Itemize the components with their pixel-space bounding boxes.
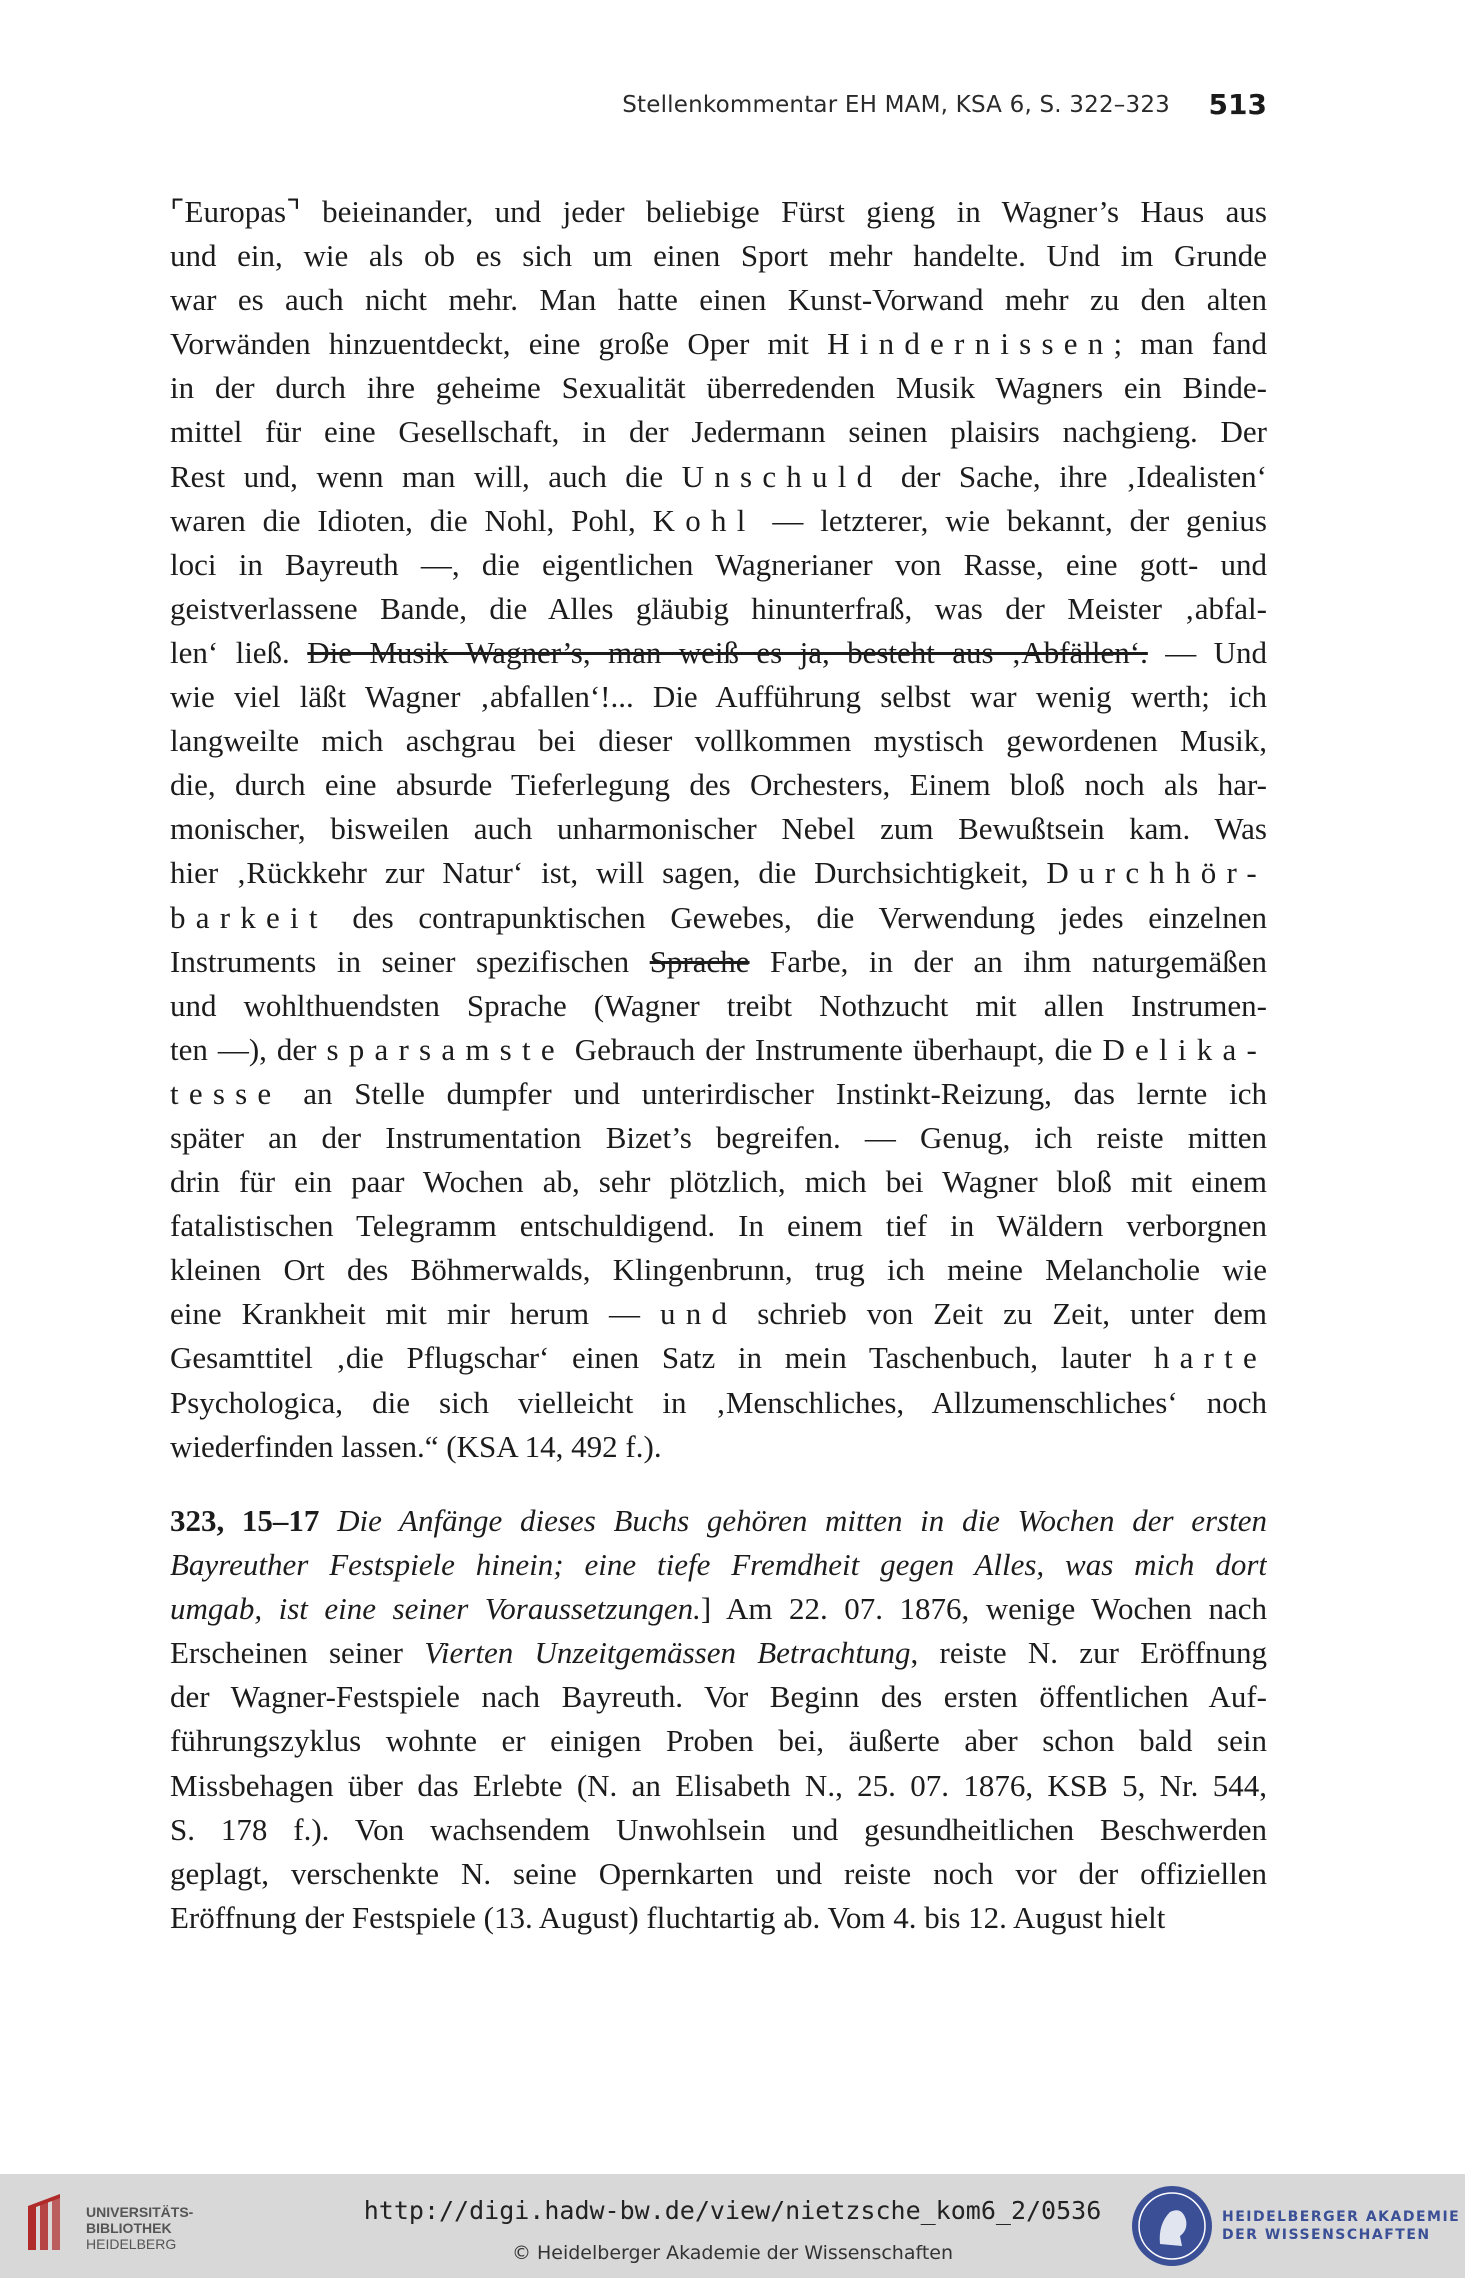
academy-label — [1222, 2208, 1460, 2244]
spaced-emphasis: Delika- — [1102, 1031, 1267, 1067]
text-line — [170, 851, 1267, 895]
text-line — [170, 1675, 1267, 1719]
lemma-italic: Bayreuther Festspiele hinein; eine tiefe Fremdheit gegen Alles, was mich dort — [170, 1547, 1267, 1583]
text-run: waren die Idioten, die Nohl, Pohl, — [170, 502, 653, 538]
text-line — [170, 1204, 1267, 1248]
text-run: ] Am 22. 07. 1876, wenige Wochen nach — [700, 1591, 1267, 1627]
text-line — [170, 1543, 1267, 1587]
text-run: an Stelle dumpfer und unterirdischer Instinkt-Reizung, das lernte ich — [281, 1075, 1267, 1111]
spaced-emphasis: und — [660, 1296, 738, 1332]
text-line — [170, 234, 1267, 278]
text-run: len‘ ließ. — [170, 634, 308, 670]
text-run: fatalistischen Telegramm entschuldigend. In einem tief in Wäldern verborgnen — [170, 1208, 1267, 1244]
text-line — [170, 1719, 1267, 1763]
text-run: S. 178 f.). Von wachsendem Unwohlsein und gesundheitlichen Beschwerden — [170, 1811, 1267, 1847]
text-run: — letzterer, wie bekannt, der genius — [755, 502, 1267, 538]
line-reference: 323, 15–17 — [170, 1503, 320, 1538]
lemma-italic: umgab, ist eine seiner Voraussetzungen. — [170, 1591, 701, 1627]
text-run: die, durch eine absurde Tieferlegung des Orchesters, Einem bloß noch als har- — [170, 767, 1267, 803]
struck-text: Die Musik Wagner’s, man weiß es ja, besteht aus ‚Abfällen‘. — [307, 634, 1148, 670]
text-run: Vorwänden hinzuentdeckt, eine große Oper mit — [170, 326, 828, 362]
text-line — [170, 807, 1267, 851]
page-number: 513 — [1208, 88, 1267, 121]
spaced-emphasis: Durchhör- — [1046, 855, 1267, 891]
spaced-emphasis: Hindernissen — [827, 326, 1114, 362]
text-run: und ein, wie als ob es sich um einen Sport mehr handelte. Und im Grunde — [170, 238, 1267, 274]
text-run: mittel für eine Gesellschaft, in der Jedermann seinen plaisirs nachgieng. Der — [170, 414, 1267, 450]
text-line — [170, 1764, 1267, 1808]
text-run: und wohlthuendsten Sprache (Wagner treibt Nothzucht mit allen Instrumen- — [170, 987, 1267, 1023]
spaced-emphasis: Unschuld — [681, 458, 883, 494]
text-line — [170, 1587, 1267, 1631]
spaced-emphasis: barkeit — [170, 899, 328, 935]
text-line — [170, 1852, 1267, 1896]
text-line — [170, 1248, 1267, 1292]
text-line — [170, 631, 1267, 675]
text-line — [170, 1160, 1267, 1204]
struck-text: Sprache — [649, 943, 750, 979]
spaced-emphasis: harte — [1153, 1340, 1267, 1376]
text-run: Farbe, in der an ihm naturgemäßen — [749, 943, 1267, 979]
text-run: ten —), der — [170, 1031, 327, 1067]
text-run: Missbehagen über das Erlebte (N. an Elisabeth N., 25. 07. 1876, KSB 5, Nr. 544, — [170, 1767, 1267, 1803]
text-run: war es auch nicht mehr. Man hatte einen Kunst-Vorwand mehr zu den alten — [170, 282, 1267, 318]
text-line — [170, 1631, 1267, 1675]
text-line — [170, 1499, 1267, 1543]
text-run: kleinen Ort des Böhmerwalds, Klingenbrunn, trug ich meine Melancholie wie — [170, 1252, 1267, 1288]
text-run: ; man fand — [1113, 326, 1267, 362]
text-run: — Und — [1147, 634, 1267, 670]
academy-line-2: DER WISSENSCHAFTEN — [1222, 2227, 1431, 2243]
text-run: der Wagner-Festspiele nach Bayreuth. Vor Beginn des ersten öffentlichen Auf- — [170, 1679, 1267, 1715]
text-run: wie viel läßt Wagner ‚abfallen‘!... Die Aufführung selbst war wenig werth; ich — [170, 679, 1267, 715]
text-run: loci in Bayreuth —, die eigentlichen Wagnerianer von Rasse, eine gott- und — [170, 546, 1267, 582]
text-line — [170, 499, 1267, 543]
text-run: Psychologica, die sich vielleicht in ‚Menschliches, Allzumenschliches‘ noch — [170, 1384, 1267, 1420]
text-run: des contrapunktischen Gewebes, die Verwendung jedes einzelnen — [327, 899, 1267, 935]
academy-seal-icon — [1130, 2184, 1214, 2268]
text-line — [170, 1072, 1267, 1116]
text-line — [170, 1116, 1267, 1160]
running-head-title: Stellenkommentar EH MAM, KSA 6, S. 322–323 — [622, 92, 1170, 118]
text-line — [170, 1425, 1267, 1469]
text-line — [170, 763, 1267, 807]
lemma-italic: Vierten Unzeitgemässen Betrachtung — [424, 1635, 911, 1671]
text-run: Rest und, wenn man will, auch die — [170, 458, 682, 494]
text-line — [170, 322, 1267, 366]
text-run: Gebrauch der Instrumente überhaupt, die — [564, 1031, 1103, 1067]
spaced-emphasis: Kohl — [652, 502, 756, 538]
text-run: Gesamttitel ‚die Pflugschar‘ einen Satz in mein Taschenbuch, lauter — [170, 1340, 1154, 1376]
text-line — [170, 278, 1267, 322]
text-run: Eröffnung der Festspiele (13. August) fluchtartig ab. Vom 4. bis 12. August hielt — [170, 1899, 1166, 1935]
text-run: drin für ein paar Wochen ab, sehr plötzlich, mich bei Wagner bloß mit einem — [170, 1164, 1267, 1200]
text-run: ⌜Europas⌝ beieinander, und jeder beliebige Fürst gieng in Wagner’s Haus aus — [170, 194, 1267, 229]
commentary-paragraph — [170, 1499, 1267, 1940]
text-run: in der durch ihre geheime Sexualität überredenden Musik Wagners ein Binde- — [170, 370, 1267, 406]
text-line — [170, 1336, 1267, 1380]
text-line — [170, 940, 1267, 984]
text-run: der Sache, ihre ‚Idealisten‘ — [882, 458, 1267, 494]
text-run: geistverlassene Bande, die Alles gläubig hinunterfraß, was der Meister ‚abfal- — [170, 590, 1267, 626]
text-run: , reiste N. zur Eröffnung — [910, 1635, 1267, 1671]
text-line — [170, 896, 1267, 940]
text-run: langweilte mich aschgrau bei dieser vollkommen mystisch gewordenen Musik, — [170, 723, 1267, 759]
lemma-italic: Die Anfänge dieses Buchs gehören mitten in die Wochen der ersten — [337, 1503, 1267, 1538]
quotation-paragraph — [170, 190, 1267, 1469]
text-run: schrieb von Zeit zu Zeit, unter dem — [737, 1296, 1267, 1332]
text-run: Erscheinen seiner — [170, 1635, 425, 1671]
text-run: monischer, bisweilen auch unharmonischer Nebel zum Bewußtsein kam. Was — [170, 811, 1267, 847]
text-line — [170, 1292, 1267, 1336]
text-line — [170, 1381, 1267, 1425]
spaced-emphasis: tesse — [170, 1075, 282, 1111]
text-line — [170, 190, 1267, 234]
ub-line-1: UNIVERSITÄTS- — [86, 2204, 194, 2220]
text-run: eine Krankheit mit mir herum — — [170, 1296, 661, 1332]
text-line — [170, 366, 1267, 410]
text-line — [170, 1896, 1267, 1940]
copyright-notice: © Heidelberger Akademie der Wissenschaften — [511, 2242, 954, 2264]
text-line — [170, 719, 1267, 763]
text-line — [170, 587, 1267, 631]
text-run: wiederfinden lassen.“ (KSA 14, 492 f.). — [170, 1428, 662, 1464]
spaced-emphasis: sparsamste — [326, 1031, 565, 1067]
footer-bar — [0, 2174, 1465, 2278]
text-line — [170, 1808, 1267, 1852]
permalink-url[interactable]: http://digi.hadw-bw.de/view/nietzsche_kom6_2/0536 — [363, 2196, 1102, 2225]
text-run: geplagt, verschenkte N. seine Opernkarten und reiste noch vor der offiziellen — [170, 1855, 1267, 1891]
academy-line-1: HEIDELBERGER AKADEMIE — [1222, 2209, 1461, 2225]
text-line — [170, 675, 1267, 719]
text-line — [170, 410, 1267, 454]
text-run: Instruments in seiner spezifischen — [170, 943, 650, 979]
text-line — [170, 1028, 1267, 1072]
text-run: führungszyklus wohnte er einigen Proben bei, äußerte aber schon bald sein — [170, 1723, 1267, 1759]
text-run: hier ‚Rückkehr zur Natur‘ ist, will sagen, die Durchsichtigkeit, — [170, 855, 1047, 891]
text-run: später an der Instrumentation Bizet’s begreifen. — Genug, ich reiste mitten — [170, 1119, 1267, 1155]
text-line — [170, 455, 1267, 499]
running-header — [170, 88, 1267, 128]
ub-line-3: HEIDELBERG — [86, 2236, 177, 2252]
text-line — [170, 984, 1267, 1028]
ub-line-2: BIBLIOTHEK — [86, 2220, 172, 2236]
text-run — [319, 1503, 337, 1538]
text-line — [170, 543, 1267, 587]
